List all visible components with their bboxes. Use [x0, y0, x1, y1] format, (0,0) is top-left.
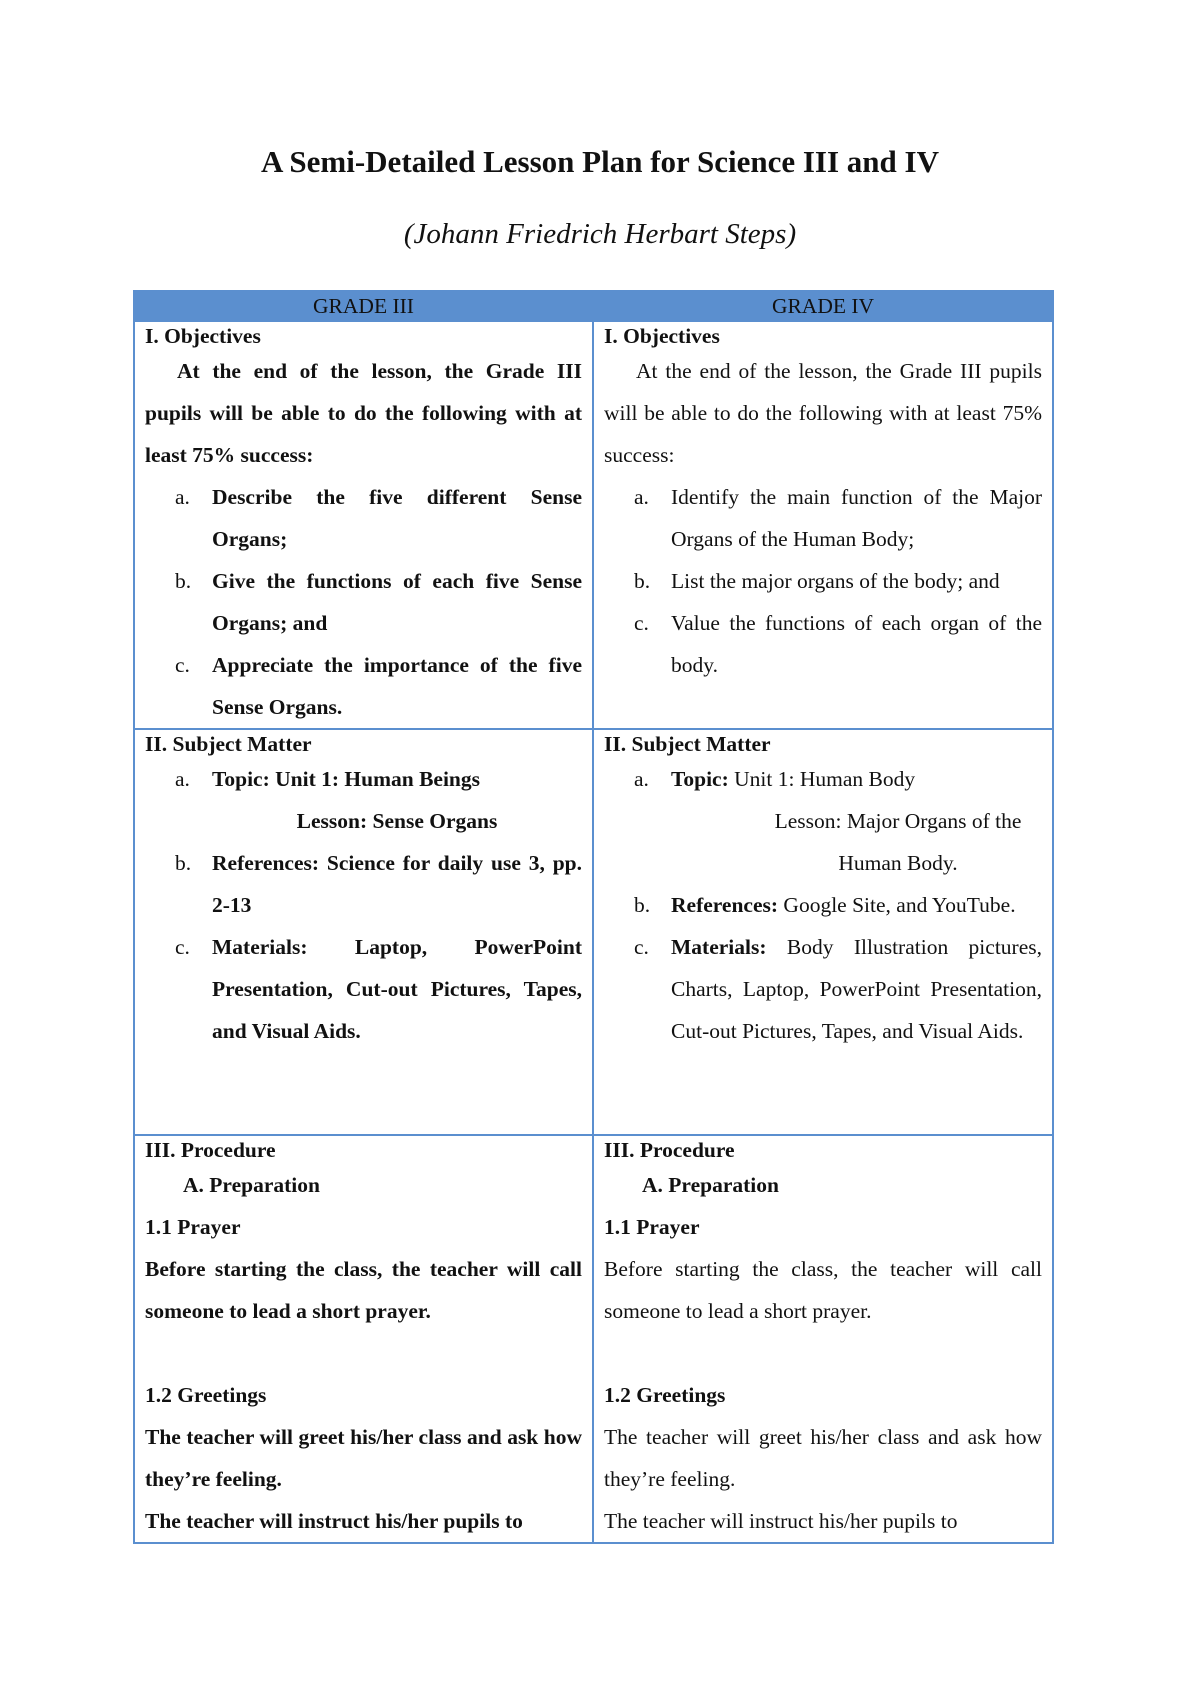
- topic-text: Topic: Unit 1: Human Beings: [212, 767, 481, 791]
- list-item: [145, 926, 582, 1052]
- list-marker: c.: [634, 935, 649, 959]
- grade-iii-header: GRADE III: [134, 291, 593, 321]
- list-item-text: Appreciate the importance of the five Sense Organs.: [212, 653, 582, 719]
- references-text: References: Science for daily use 3, pp. 2-13: [212, 851, 582, 917]
- prayer-heading: 1.1 Prayer: [604, 1215, 700, 1239]
- objectives-list: [604, 476, 1042, 686]
- list-item: [145, 644, 582, 728]
- prayer-text: Before starting the class, the teacher will call someone to lead a short prayer.: [604, 1257, 1042, 1323]
- list-item-text: Give the functions of each five Sense Organs; and: [212, 569, 582, 635]
- subject-matter-list: [145, 758, 582, 800]
- materials-text: Materials: Laptop, PowerPoint Presentation, Cut-out Pictures, Tapes, and Visual Aids.: [212, 935, 582, 1043]
- list-item: [604, 560, 1042, 602]
- grade-iv-subject-matter-cell: [593, 729, 1053, 1135]
- lesson-text: Lesson: Sense Organs: [296, 809, 498, 833]
- list-item: [145, 842, 582, 926]
- subject-matter-list-cont: [604, 884, 1042, 1052]
- list-item: [604, 926, 1042, 1052]
- list-marker: c.: [175, 653, 190, 677]
- instruct-text: The teacher will instruct his/her pupils to: [604, 1509, 958, 1533]
- objectives-row: [134, 321, 1053, 729]
- procedure-row: [134, 1135, 1053, 1543]
- instruct-text: The teacher will instruct his/her pupils to: [145, 1509, 523, 1533]
- spacer: [604, 1332, 1042, 1374]
- list-marker: b.: [634, 569, 651, 593]
- objectives-intro: At the end of the lesson, the Grade III pupils will be able to do the following with at least 75% success:: [145, 359, 582, 467]
- grade-iv-header: GRADE IV: [593, 291, 1053, 321]
- objectives-heading: I. Objectives: [604, 324, 720, 348]
- list-marker: c.: [175, 935, 190, 959]
- subject-matter-list: [604, 758, 1042, 800]
- materials-value: Body Illustration pictures, Charts, Laptop, PowerPoint Presentation, Cut-out Pictures, Tapes, and Visual Aids.: [671, 935, 1042, 1043]
- references-label: References:: [671, 893, 779, 917]
- list-marker: b.: [175, 569, 192, 593]
- topic-value: Unit 1: Human Body: [728, 767, 916, 791]
- document-subtitle: (Johann Friedrich Herbart Steps): [403, 218, 797, 250]
- preparation-heading: A. Preparation: [642, 1173, 779, 1197]
- topic-label: Topic:: [671, 767, 729, 791]
- list-item: [145, 560, 582, 644]
- subject-matter-heading: II. Subject Matter: [145, 732, 312, 756]
- list-item: [145, 476, 582, 560]
- list-marker: c.: [634, 611, 649, 635]
- list-marker: a.: [175, 485, 190, 509]
- list-item: [145, 758, 582, 800]
- list-item-text: List the major organs of the body; and: [671, 569, 1000, 593]
- grade-iv-objectives-cell: [593, 321, 1053, 729]
- subject-matter-row: [134, 729, 1053, 1135]
- list-marker: a.: [175, 767, 190, 791]
- spacer: [145, 1332, 582, 1374]
- lesson-plan-table: [133, 290, 1054, 1544]
- objectives-heading: I. Objectives: [145, 324, 261, 348]
- grade-iii-objectives-cell: [134, 321, 593, 729]
- list-item: [604, 476, 1042, 560]
- table-header-row: [134, 291, 1053, 321]
- list-item-text: Identify the main function of the Major Organs of the Human Body;: [671, 485, 1042, 551]
- materials-label: Materials:: [671, 935, 767, 959]
- grade-iv-procedure-cell: [593, 1135, 1053, 1543]
- grade-iii-procedure-cell: [134, 1135, 593, 1543]
- greetings-text: The teacher will greet his/her class and ask how they’re feeling.: [604, 1425, 1042, 1491]
- list-item: [604, 884, 1042, 926]
- list-marker: b.: [634, 893, 651, 917]
- procedure-heading: III. Procedure: [604, 1138, 735, 1162]
- prayer-text: Before starting the class, the teacher will call someone to lead a short prayer.: [145, 1257, 582, 1323]
- list-item: [604, 602, 1042, 686]
- lesson-text: Lesson: Major Organs of the Human Body.: [774, 809, 1022, 875]
- list-marker: a.: [634, 485, 649, 509]
- list-marker: b.: [175, 851, 192, 875]
- objectives-intro: At the end of the lesson, the Grade III pupils will be able to do the following with at least 75% success:: [604, 359, 1042, 467]
- list-item-text: Describe the five different Sense Organs;: [212, 485, 582, 551]
- procedure-heading: III. Procedure: [145, 1138, 276, 1162]
- prayer-heading: 1.1 Prayer: [145, 1215, 241, 1239]
- list-item-text: Value the functions of each organ of the body.: [671, 611, 1042, 677]
- grade-iii-subject-matter-cell: [134, 729, 593, 1135]
- preparation-heading: A. Preparation: [183, 1173, 320, 1197]
- list-marker: a.: [634, 767, 649, 791]
- references-value: Google Site, and YouTube.: [778, 893, 1016, 917]
- document-title: A Semi-Detailed Lesson Plan for Science III and IV: [260, 144, 939, 179]
- greetings-heading: 1.2 Greetings: [604, 1383, 726, 1407]
- subject-matter-heading: II. Subject Matter: [604, 732, 771, 756]
- greetings-text: The teacher will greet his/her class and ask how they’re feeling.: [145, 1425, 582, 1491]
- objectives-list: [145, 476, 582, 728]
- list-item: [604, 758, 1042, 800]
- subject-matter-list-cont: [145, 842, 582, 1052]
- greetings-heading: 1.2 Greetings: [145, 1383, 267, 1407]
